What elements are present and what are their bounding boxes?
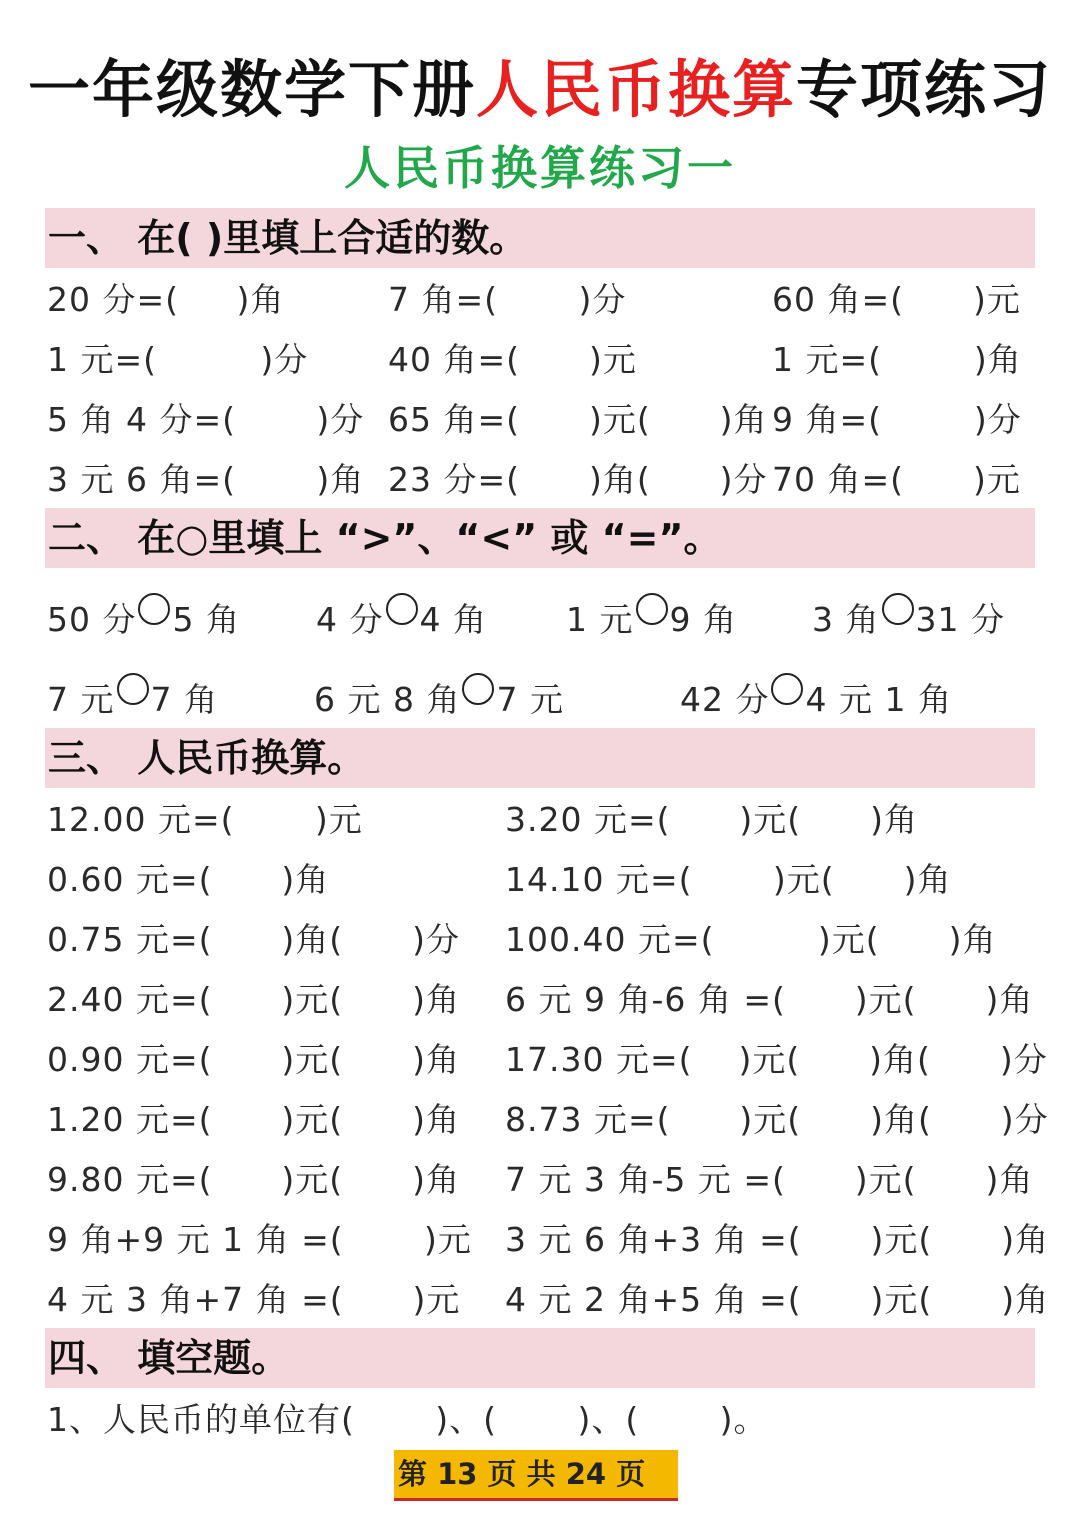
compare-right: 5 角 (172, 600, 240, 639)
compare-item (47, 673, 218, 720)
compare-right: 31 分 (915, 600, 1005, 639)
compare-left: 3 角 (812, 600, 880, 639)
s3-item: 4 元 2 角+5 角 =( )元( )角 (505, 1280, 1050, 1319)
s1-item: 65 角=( )元( )角 (388, 400, 768, 439)
s3-item: 8.73 元=( )元( )角( )分 (505, 1100, 1049, 1139)
compare-item (47, 593, 240, 640)
compare-circle[interactable] (462, 673, 494, 705)
s3-item: 0.90 元=( )元( )角 (47, 1040, 460, 1079)
s1-item: 1 元=( )角 (772, 340, 1022, 379)
compare-item (314, 673, 564, 720)
compare-right: 7 元 (496, 680, 564, 719)
s1-item: 20 分=( )角 (47, 280, 285, 319)
compare-right: 7 角 (150, 680, 218, 719)
compare-right: 9 角 (669, 600, 737, 639)
s3-item: 0.60 元=( )角 (47, 860, 330, 899)
compare-circle[interactable] (636, 593, 668, 625)
compare-left: 4 分 (316, 600, 384, 639)
compare-circle[interactable] (117, 673, 149, 705)
s3-item: 3.20 元=( )元( )角 (505, 800, 918, 839)
page-title (0, 52, 1080, 128)
section-1-heading: 一、 在( )里填上合适的数。 (48, 216, 528, 260)
compare-right: 4 元 1 角 (805, 680, 952, 719)
s1-item: 60 角=( )元 (772, 280, 1021, 319)
s3-item: 7 元 3 角-5 元 =( )元( )角 (505, 1160, 1034, 1199)
compare-circle[interactable] (138, 593, 170, 625)
s3-item: 4 元 3 角+7 角 =( )元 (47, 1280, 461, 1319)
title-part-3: 专项练习 (796, 53, 1053, 126)
s3-item: 1.20 元=( )元( )角 (47, 1100, 460, 1139)
s3-item: 6 元 9 角-6 角 =( )元( )角 (505, 980, 1034, 1019)
compare-circle[interactable] (882, 593, 914, 625)
compare-item (812, 593, 1005, 640)
s3-item: 3 元 6 角+3 角 =( )元( )角 (505, 1220, 1050, 1259)
compare-left: 50 分 (47, 600, 137, 639)
compare-left: 6 元 8 角 (314, 680, 461, 719)
compare-right: 4 角 (419, 600, 487, 639)
s3-item: 0.75 元=( )角( )分 (47, 920, 460, 959)
s1-item: 9 角=( )分 (772, 400, 1022, 439)
page-number-badge: 第 13 页 共 24 页 (394, 1450, 678, 1501)
compare-item (680, 673, 952, 720)
s1-item: 70 角=( )元 (772, 460, 1021, 499)
compare-item (316, 593, 487, 640)
s3-item: 14.10 元=( )元( )角 (505, 860, 952, 899)
s3-item: 100.40 元=( )元( )角 (505, 920, 997, 959)
s1-item: 40 角=( )元 (388, 340, 637, 379)
section-2-heading: 二、 在○里填上 “>”、“<” 或 “=”。 (48, 516, 722, 560)
subtitle: 人民币换算练习一 (344, 141, 736, 195)
s3-item: 9 角+9 元 1 角 =( )元 (47, 1220, 472, 1259)
compare-left: 42 分 (680, 680, 770, 719)
s1-item: 1 元=( )分 (47, 340, 309, 379)
compare-left: 7 元 (47, 680, 115, 719)
s1-item: 5 角 4 分=( )分 (47, 400, 365, 439)
s3-item: 17.30 元=( )元( )角( )分 (505, 1040, 1048, 1079)
compare-circle[interactable] (771, 673, 803, 705)
compare-left: 1 元 (566, 600, 634, 639)
compare-circle[interactable] (386, 593, 418, 625)
title-part-1: 一年级数学下册 (27, 53, 476, 126)
s1-item: 7 角=( )分 (388, 280, 627, 319)
s4-question: 1、人民币的单位有( )、( )、( )。 (47, 1400, 768, 1439)
compare-item (566, 593, 737, 640)
section-3-heading: 三、 人民币换算。 (48, 736, 366, 780)
s3-item: 2.40 元=( )元( )角 (47, 980, 460, 1019)
s1-item: 3 元 6 角=( )角 (47, 460, 365, 499)
s3-item: 9.80 元=( )元( )角 (47, 1160, 460, 1199)
title-highlight: 人民币换算 (475, 53, 796, 126)
s1-item: 23 分=( )角( )分 (388, 460, 768, 499)
s3-item: 12.00 元=( )元 (47, 800, 363, 839)
section-4-heading: 四、 填空题。 (48, 1336, 290, 1380)
